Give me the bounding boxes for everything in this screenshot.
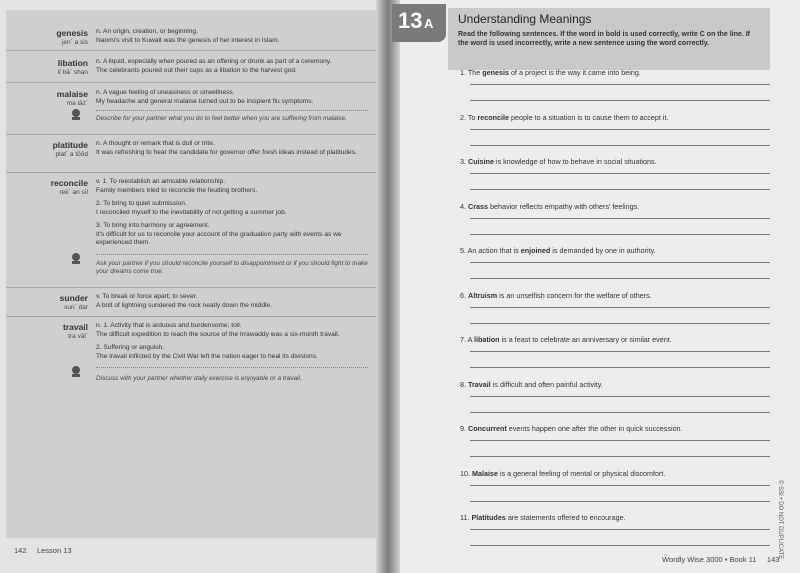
answer-line[interactable] <box>470 440 770 441</box>
pronunciation: ma lāz´ <box>66 100 88 107</box>
answer-line[interactable] <box>470 234 770 235</box>
question-text: is a feast to celebrate an anniversary or similar event. <box>499 335 672 344</box>
question-text: people to a situation is to cause them to accept it. <box>509 112 669 122</box>
separator <box>6 316 376 317</box>
question-bold-word: Altruism <box>468 290 498 300</box>
example: A bolt of lightning sundered the rock neatly down the middle. <box>96 302 272 309</box>
question-item <box>460 335 770 344</box>
answer-line[interactable] <box>470 278 770 279</box>
question-number: 2. <box>460 112 468 122</box>
question-bold-word: enjoined <box>520 246 551 255</box>
question-number: 8. <box>460 379 468 389</box>
dotted-divider <box>96 110 368 111</box>
headword: libation <box>57 58 88 68</box>
question-item <box>460 513 770 522</box>
question-bold-word: Travail <box>468 379 491 389</box>
discussion-prompt: Describe for your partner what you do to feel better when you are suffering from malaise. <box>96 115 347 122</box>
question-text: is demanded by one in authority. <box>550 246 656 255</box>
definition: 2. To bring to quiet submission. <box>96 200 187 207</box>
separator <box>6 287 376 288</box>
headword: malaise <box>56 89 88 99</box>
discussion-icon <box>68 108 84 122</box>
answer-line[interactable] <box>470 529 770 530</box>
example: Family members tried to reconcile the feuding brothers. <box>96 187 258 194</box>
pronunciation: sun´ dar <box>64 304 88 311</box>
pronunciation: rek´ an sīl <box>59 189 88 196</box>
question-bold-word: reconcile <box>477 112 510 122</box>
answer-line[interactable] <box>470 173 770 174</box>
discussion-prompt: Discuss with your partner whether daily exercise is enjoyable or a travail. <box>96 375 302 382</box>
right-footer <box>662 555 779 564</box>
discussion-prompt: Ask your partner if you should reconcile yourself to disappointment or if you should fight to make your dreams come true. <box>96 260 368 275</box>
lesson-label: Lesson 13 <box>36 546 72 555</box>
question-text: To <box>467 112 478 122</box>
definition: n. 1. Activity that is arduous and burdensome; toil. <box>96 322 242 329</box>
question-item <box>460 469 770 478</box>
question-bold-word: Concurrent <box>468 424 507 433</box>
exercise-title: Understanding Meanings <box>458 12 592 26</box>
page-number: 143 <box>766 555 780 564</box>
question-text: is a general feeling of mental or physical discomfort. <box>497 468 666 478</box>
question-text: is knowledge of how to behave in social situations. <box>493 157 657 166</box>
headword: travail <box>62 322 88 332</box>
question-number: 10. <box>460 468 472 478</box>
left-footer <box>14 546 72 555</box>
question-number: 4. <box>460 201 468 211</box>
definition: v. To break or force apart; to sever. <box>96 293 198 300</box>
answer-line[interactable] <box>470 84 770 85</box>
badge-letter: A <box>424 16 434 31</box>
definition: n. An origin, creation, or beginning. <box>96 28 198 35</box>
dotted-divider <box>96 254 368 255</box>
question-text: is an unselfish concern for the welfare of others. <box>497 290 652 300</box>
question-item <box>460 202 770 211</box>
answer-line[interactable] <box>470 145 770 146</box>
headword: platitude <box>52 140 88 150</box>
answer-line[interactable] <box>470 262 770 263</box>
answer-line[interactable] <box>470 396 770 397</box>
lesson-badge <box>392 4 446 42</box>
discussion-icon <box>68 365 84 379</box>
question-bold-word: Platitudes <box>471 513 506 522</box>
answer-line[interactable] <box>470 456 770 457</box>
question-item <box>460 424 770 433</box>
headword: genesis <box>56 28 88 38</box>
example: I reconciled myself to the inevitability of not getting a summer job. <box>96 209 287 216</box>
question-number: 5. <box>460 246 468 255</box>
answer-line[interactable] <box>470 501 770 502</box>
separator <box>6 172 376 173</box>
answer-line[interactable] <box>470 129 770 130</box>
discussion-icon <box>68 252 84 266</box>
question-text: of a project is the way it came into being. <box>509 68 641 77</box>
answer-line[interactable] <box>470 367 770 368</box>
answer-line[interactable] <box>470 323 770 324</box>
answer-line[interactable] <box>470 100 770 101</box>
answer-line[interactable] <box>470 545 770 546</box>
separator <box>6 134 376 135</box>
question-bold-word: genesis <box>482 68 510 77</box>
example: The difficult expedition to reach the source of the Irrawaddy was a six-month travail. <box>96 331 340 338</box>
page-number: 142 <box>14 546 27 555</box>
question-number: 3. <box>460 157 468 166</box>
headword: reconcile <box>50 178 88 188</box>
example: My headache and general malaise turned out to be incipient flu symptoms. <box>96 98 314 105</box>
question-number: 9. <box>460 424 468 433</box>
question-item <box>460 380 770 389</box>
example: It was refreshing to hear the candidate for governor offer fresh ideas instead of platitudes. <box>96 149 357 156</box>
question-text: are statements offered to encourage. <box>505 513 626 522</box>
question-item <box>460 68 770 77</box>
question-text: The <box>467 68 483 77</box>
badge-number: 13 <box>398 8 423 33</box>
question-item <box>460 246 770 255</box>
answer-line[interactable] <box>470 189 770 190</box>
answer-line[interactable] <box>470 307 770 308</box>
question-number: 6. <box>460 290 468 300</box>
answer-line[interactable] <box>470 412 770 413</box>
book-title: Wordly Wise 3000 • Book 11 <box>662 555 757 564</box>
question-bold-word: Crass <box>468 201 488 211</box>
question-number: 7. <box>460 335 468 344</box>
pronunciation: tra vāl´ <box>68 333 88 340</box>
question-bold-word: Malaise <box>472 468 498 478</box>
separator <box>6 82 376 83</box>
question-bold-word: libation <box>474 335 500 344</box>
answer-line[interactable] <box>470 485 770 486</box>
exercise-banner <box>448 8 770 70</box>
question-item <box>460 157 770 166</box>
definition: 2. Suffering or anguish. <box>96 344 165 351</box>
question-item <box>460 291 770 300</box>
question-text: behavior reflects empathy with others' feelings. <box>487 201 640 211</box>
example: The celebrants poured out their cups as a libation to the harvest god. <box>96 67 297 74</box>
definition: n. A vague feeling of uneasiness or unwellness. <box>96 89 235 96</box>
example: Naomi's visit to Kuwait was the genesis of her interest in Islam. <box>96 37 280 44</box>
dotted-divider <box>96 367 368 368</box>
question-number: 11. <box>460 513 472 522</box>
question-text: A <box>467 335 475 344</box>
answer-line[interactable] <box>470 218 770 219</box>
book-gutter <box>376 0 400 573</box>
exercise-instructions: Read the following sentences. If the word in bold is used correctly, write C on the line. If the word is used incorrectly, write a new sentence using the word correctly. <box>458 31 750 47</box>
example: It's difficult for us to reconcile your account of the graduation party with events as we experienced them. <box>96 231 342 247</box>
copyright-notice: © SSI • DO NOT DUPLICATE <box>777 480 783 560</box>
definition: n. A liquid, especially when poured as an offering or drunk as part of a ceremony. <box>96 58 332 65</box>
question-text: is difficult and often painful activity. <box>490 379 603 389</box>
question-text: An action that is <box>467 246 521 255</box>
definition: 3. To bring into harmony or agreement. <box>96 222 210 229</box>
answer-line[interactable] <box>470 351 770 352</box>
example: The travail inflicted by the Civil War left the nation eager to heal its divisions. <box>96 353 318 360</box>
pronunciation: jen´ a sis <box>61 39 88 46</box>
pronunciation: lī bā´ shan <box>57 69 88 76</box>
question-item <box>460 113 770 122</box>
pronunciation: plat´ a tōōd <box>55 151 88 158</box>
right-page <box>388 0 800 573</box>
headword: sunder <box>59 293 88 303</box>
definition: n. A thought or remark that is dull or trite. <box>96 140 215 147</box>
definition: v. 1. To reestablish an amicable relationship. <box>96 178 226 185</box>
question-bold-word: Cuisine <box>468 157 494 166</box>
question-number: 1. <box>460 68 468 77</box>
separator <box>6 50 376 51</box>
question-text: events happen one after the other in quick succession. <box>506 424 683 433</box>
